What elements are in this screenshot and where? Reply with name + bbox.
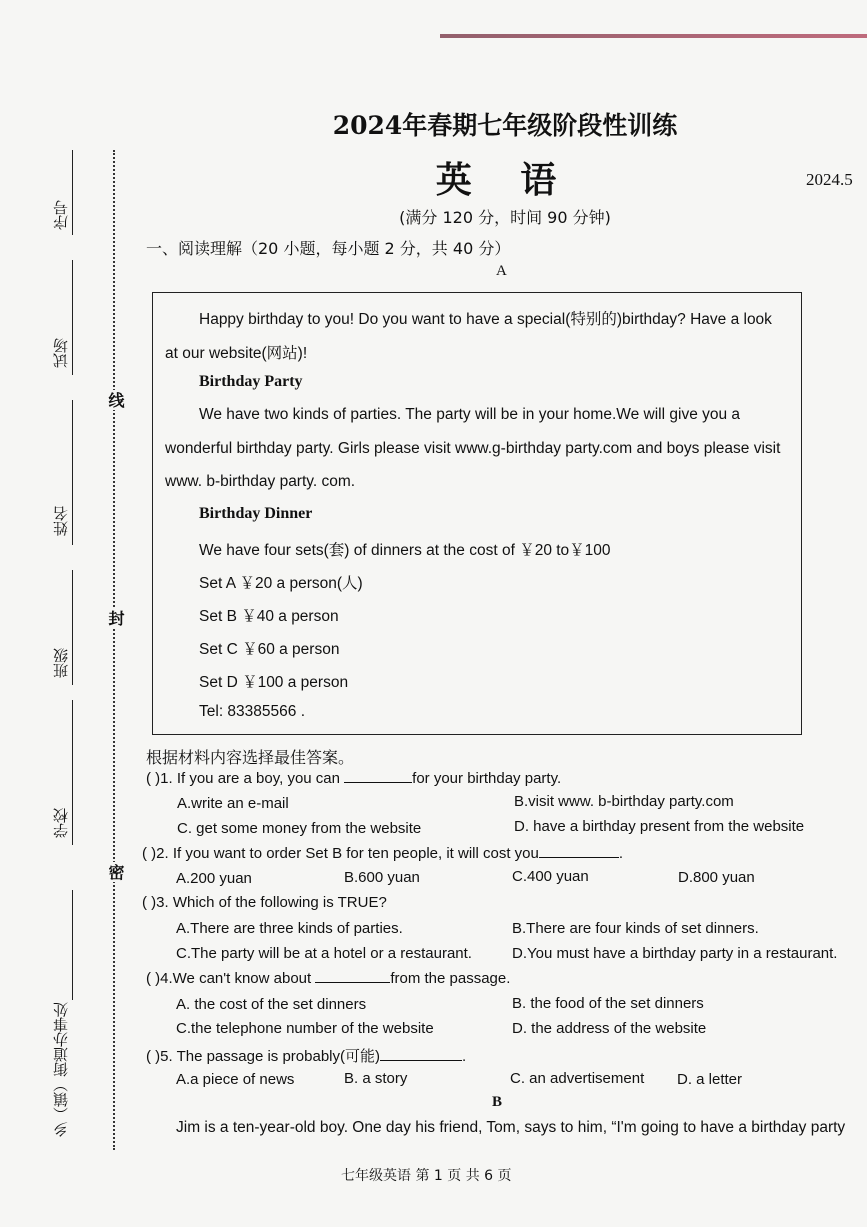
page-footer: 七年级英语 第 1 页 共 6 页: [341, 1168, 512, 1184]
set-b: Set B ￥40 a person: [199, 608, 339, 625]
seal-dotted-line: [113, 150, 115, 1150]
subject-title: 英 语: [435, 160, 575, 201]
answer-blank: [539, 845, 619, 858]
question-1-option-a: A.write an e-mail: [177, 795, 289, 812]
question-1-option-c: C. get some money from the website: [177, 820, 422, 837]
answer-blank: [344, 770, 412, 783]
answer-blank: [315, 970, 390, 983]
question-2-option-d: D.800 yuan: [678, 869, 755, 886]
seal-char-close: 密: [106, 864, 125, 880]
passage-b-label: B: [492, 1094, 503, 1110]
score-time-note: (满分 120 分，时间 90 分钟): [399, 208, 611, 227]
instruction: 根据材料内容选择最佳答案。: [146, 748, 355, 767]
exam-room-label: 试场: [52, 338, 70, 368]
dinner-heading: Birthday Dinner: [199, 505, 313, 522]
seat-no-label: 序号: [52, 200, 70, 230]
seal-char-seal: 封: [106, 610, 125, 626]
question-5-option-d: D. a letter: [677, 1071, 743, 1088]
telephone: Tel: 83385566 .: [199, 703, 306, 720]
question-4-option-c: C.the telephone number of the website: [176, 1020, 434, 1037]
question-2-option-a: A.200 yuan: [176, 870, 252, 887]
question-5-stem: [146, 1045, 466, 1066]
party-line-3: www. b-birthday party. com.: [165, 473, 356, 490]
section-heading: 一、阅读理解（20 小题，每小题 2 分，共 40 分）: [146, 239, 511, 258]
question-1-option-d: D. have a birthday present from the website: [514, 818, 805, 835]
class-label: 班级: [52, 648, 70, 678]
question-2-stem: [142, 845, 623, 862]
district-line: [72, 890, 73, 1000]
box-intro-line-2: at our website(网站)!: [165, 345, 308, 362]
question-1-stem: [146, 770, 561, 787]
district-label: 乡（镇）街道办事处: [52, 1002, 70, 1137]
question-2-option-b: B.600 yuan: [344, 869, 420, 886]
question-5-stem-a: ( )5. The passage is probably(可能): [146, 1048, 380, 1065]
school-label: 学校: [52, 808, 70, 838]
question-1-stem-a: ( )1. If you are a boy, you can: [146, 770, 345, 787]
question-3-option-b: B.There are four kinds of set dinners.: [512, 920, 759, 937]
dinner-intro: We have four sets(套) of dinners at the cost of ￥20 to￥100: [199, 542, 611, 559]
seal-char-line: 线: [106, 392, 125, 408]
question-3-option-a: A.There are three kinds of parties.: [176, 920, 403, 937]
question-4-option-a: A. the cost of the set dinners: [176, 996, 367, 1013]
party-heading: Birthday Party: [199, 373, 303, 390]
question-4-option-b: B. the food of the set dinners: [512, 995, 704, 1012]
set-c: Set C ￥60 a person: [199, 641, 340, 658]
question-3-option-c: C.The party will be at a hotel or a restaurant.: [176, 945, 472, 962]
question-5-option-a: A.a piece of news: [176, 1071, 295, 1088]
set-a: Set A ￥20 a person(人): [199, 575, 363, 592]
question-1-option-b: B.visit www. b-birthday party.com: [514, 793, 734, 810]
question-4-stem-b: from the passage.: [390, 970, 511, 987]
question-4-stem: [146, 970, 510, 987]
question-3-stem-a: ( )3. Which of the following is TRUE?: [142, 894, 387, 911]
top-color-strip: [440, 34, 867, 38]
answer-blank: [380, 1048, 462, 1061]
exam-room-line: [72, 260, 73, 375]
question-3-option-d: D.You must have a birthday party in a restaurant.: [512, 945, 838, 962]
exam-title: 2024年春期七年级阶段性训练: [332, 111, 678, 140]
passage-box: [152, 292, 802, 735]
name-line: [72, 400, 73, 545]
question-5-stem-b: .: [462, 1048, 467, 1065]
passage-a-label: A: [496, 263, 507, 279]
question-3-stem: [142, 894, 387, 911]
question-1-stem-b: for your birthday party.: [412, 770, 562, 787]
set-d: Set D ￥100 a person: [199, 674, 349, 691]
question-2-option-c: C.400 yuan: [512, 868, 589, 885]
question-5-option-c: C. an advertisement: [510, 1070, 645, 1087]
party-line-1: We have two kinds of parties. The party will be in your home.We will give you a: [199, 406, 741, 423]
school-line: [72, 700, 73, 845]
exam-date: 2024.5: [806, 170, 853, 189]
box-intro-line-1: Happy birthday to you! Do you want to have a special(特别的)birthday? Have a look: [199, 311, 772, 328]
passage-b-line-1: Jim is a ten-year-old boy. One day his friend, Tom, says to him, “I'm going to have a birthday party: [176, 1119, 846, 1136]
question-2-stem-a: ( )2. If you want to order Set B for ten people, it will cost you: [142, 845, 539, 862]
question-4-option-d: D. the address of the website: [512, 1020, 707, 1037]
question-4-stem-a: ( )4.We can't know about: [146, 970, 316, 987]
party-line-2: wonderful birthday party. Girls please visit www.g-birthday party.com and boys please visit: [165, 440, 781, 457]
name-label: 姓名: [52, 506, 70, 536]
class-line: [72, 570, 73, 685]
question-2-stem-b: .: [618, 845, 624, 862]
question-5-option-b: B. a story: [344, 1070, 408, 1087]
